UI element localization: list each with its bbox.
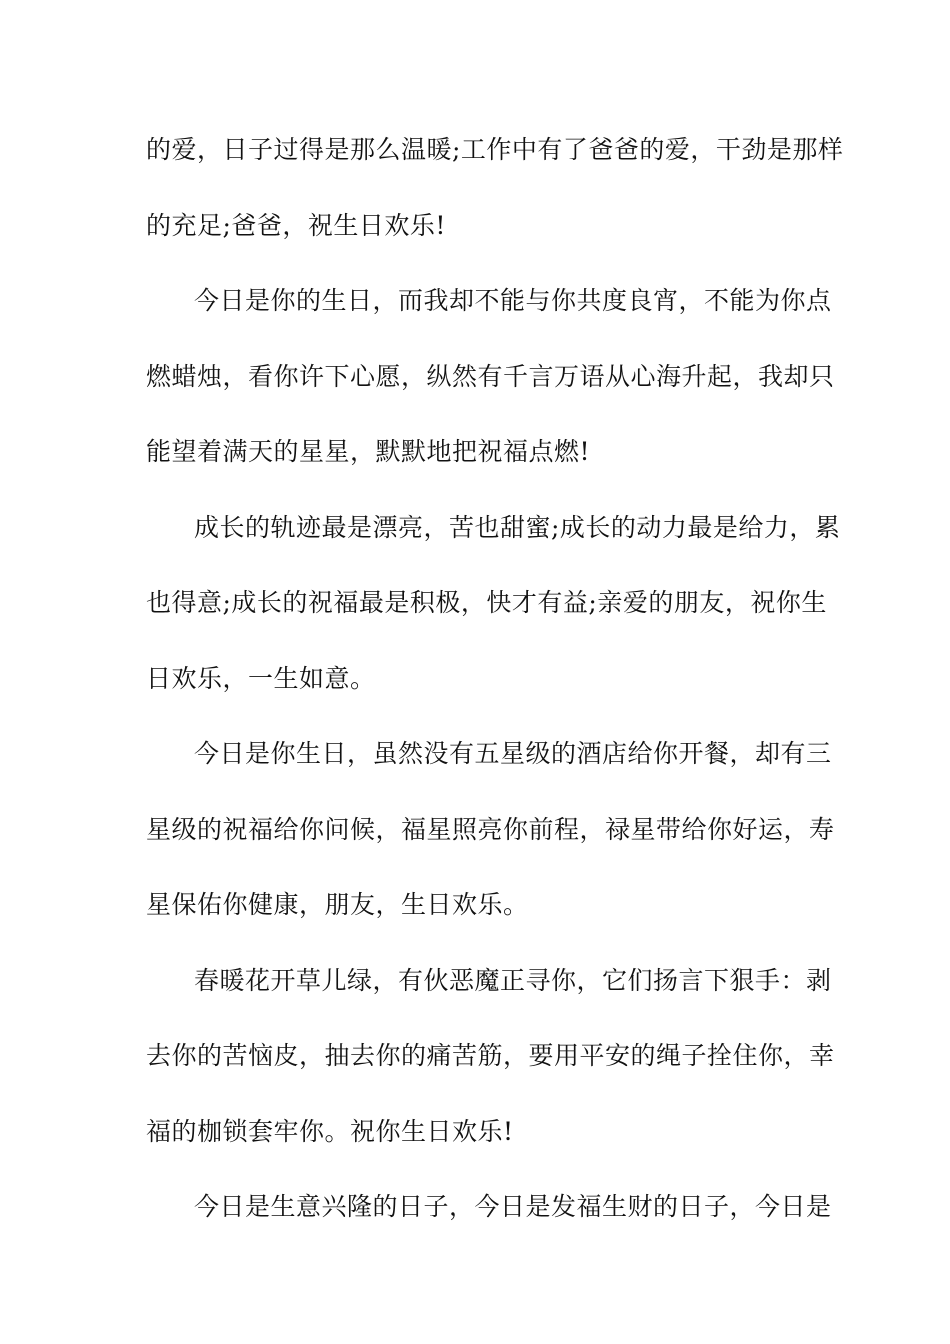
text-line: 的爱，日子过得是那么温暖;工作中有了爸爸的爱，干劲是那样 xyxy=(146,135,844,164)
paragraph-start-line: 今日是生意兴隆的日子，今日是发福生财的日子，今日是 xyxy=(194,1192,832,1221)
text-line: 星保佑你健康，朋友，生日欢乐。 xyxy=(146,890,529,919)
text-line: 日欢乐，一生如意。 xyxy=(146,663,376,693)
text-line: 燃蜡烛，看你许下心愿，纵然有千言万语从心海升起，我却只 xyxy=(146,361,835,391)
text-line: 星级的祝福给你问候，福星照亮你前程，禄星带给你好运，寿 xyxy=(146,814,835,844)
paragraph-start-line: 成长的轨迹最是漂亮，苦也甜蜜;成长的动力最是给力，累 xyxy=(194,512,841,542)
paragraph-start-line: 今日是你生日，虽然没有五星级的酒店给你开餐，却有三 xyxy=(194,739,832,768)
text-line: 福的枷锁套牢你。祝你生日欢乐! xyxy=(146,1116,514,1146)
paragraph-start-line: 今日是你的生日，而我却不能与你共度良宵，不能为你点 xyxy=(194,286,832,315)
text-line: 去你的苦恼皮，抽去你的痛苦筋，要用平安的绳子拴住你，幸 xyxy=(146,1041,835,1070)
paragraph-start-line: 春暖花开草儿绿，有伙恶魔正寻你，它们扬言下狠手：剥 xyxy=(194,965,832,995)
text-line: 的充足;爸爸，祝生日欢乐! xyxy=(146,210,446,240)
text-line: 能望着满天的星星，默默地把祝福点燃! xyxy=(146,437,591,466)
text-line: 也得意;成长的祝福最是积极，快才有益;亲爱的朋友，祝你生 xyxy=(146,588,827,617)
document-body xyxy=(146,122,844,1255)
